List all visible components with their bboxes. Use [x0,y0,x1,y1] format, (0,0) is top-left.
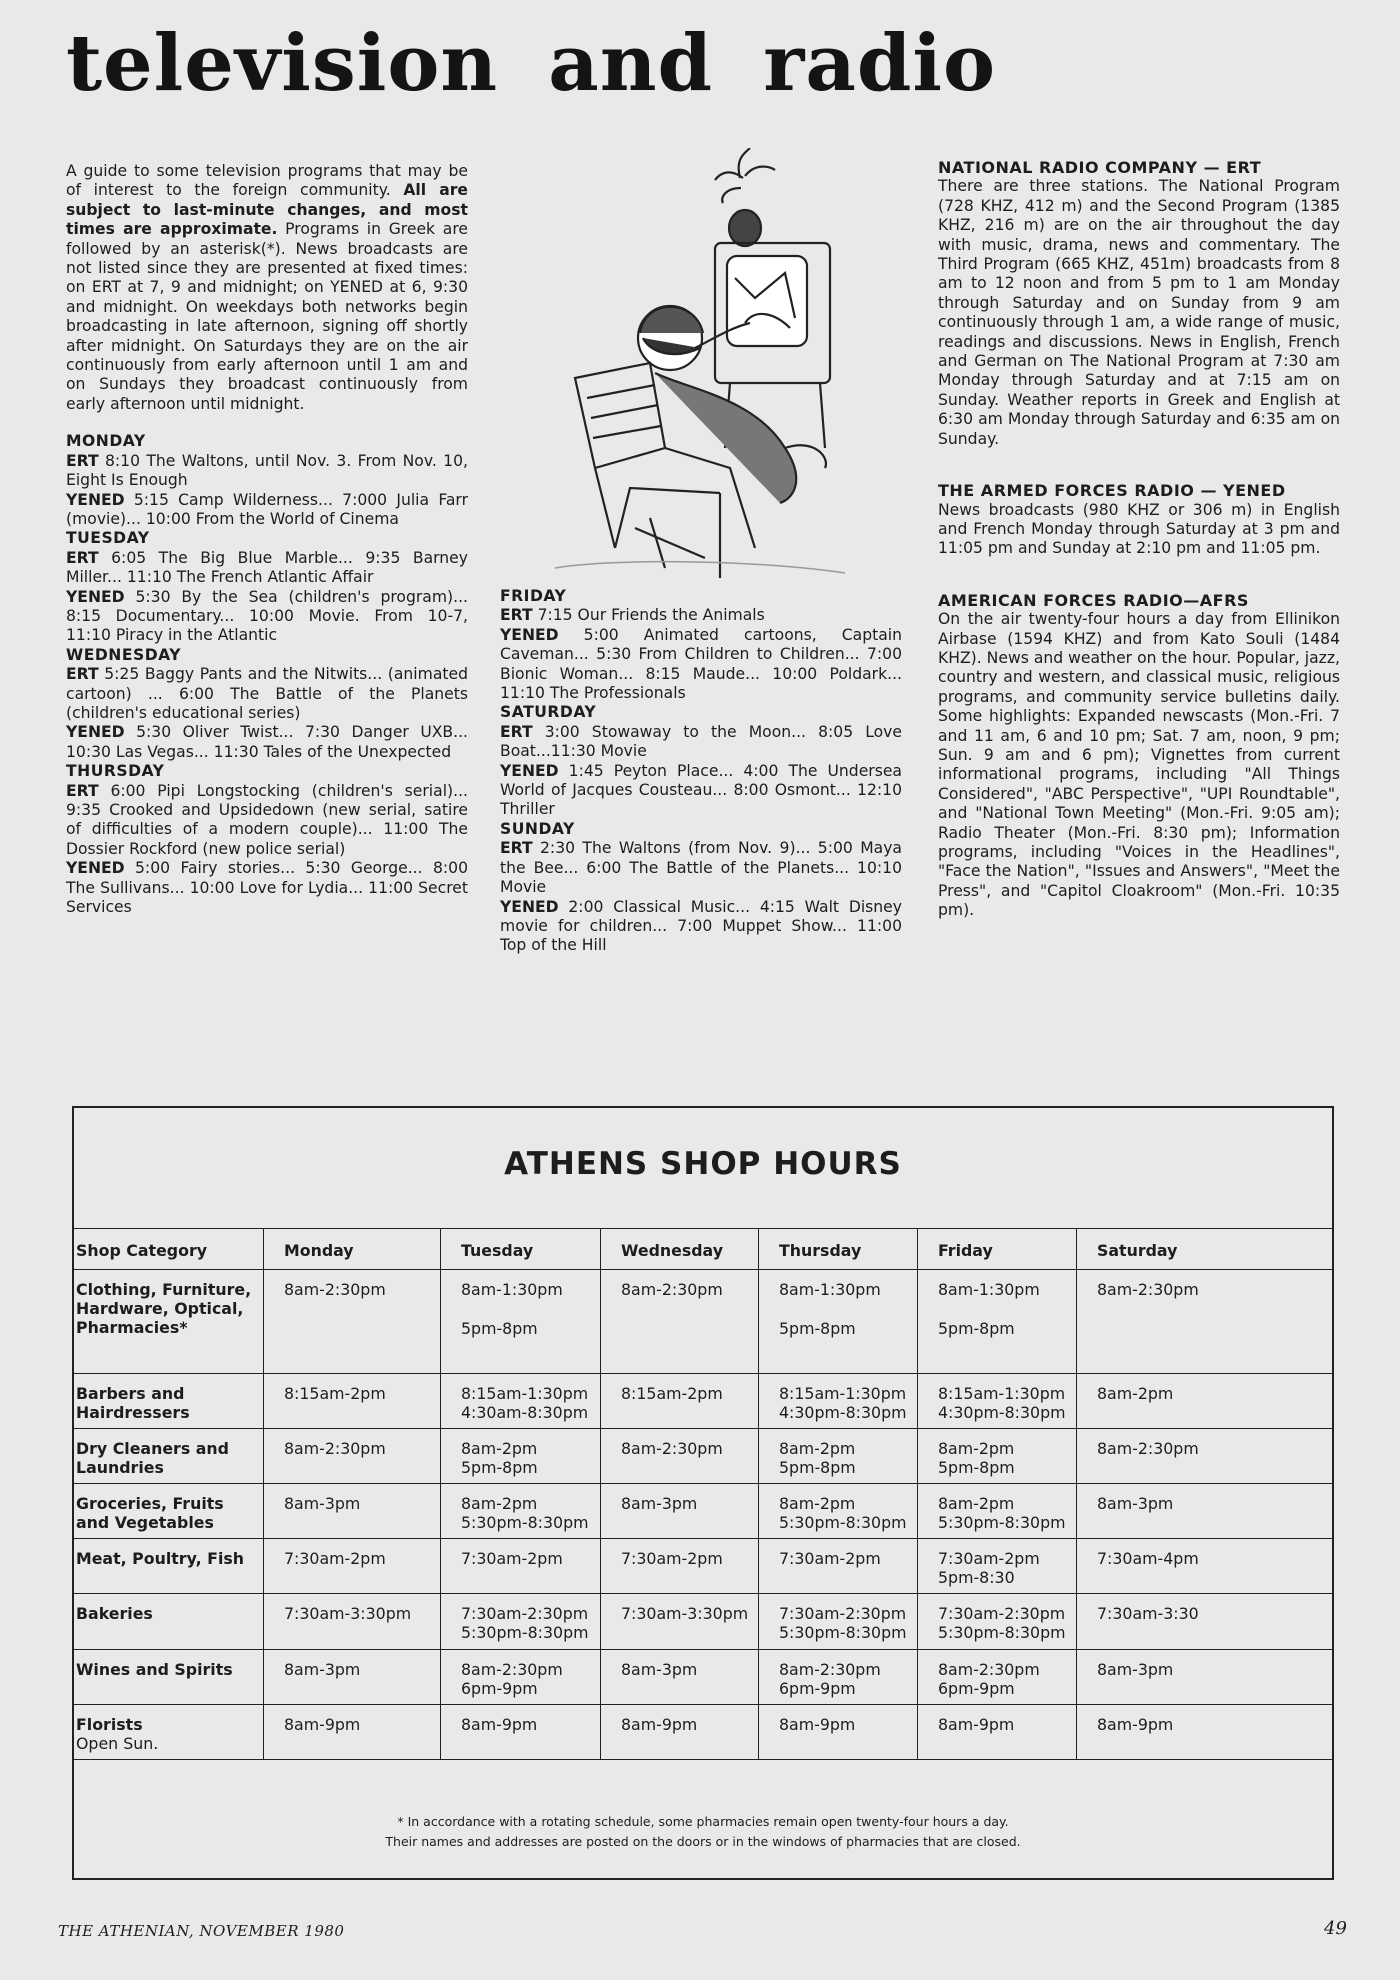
shop-category-note: Open Sun. [76,1734,159,1753]
radio-column [938,158,1340,953]
hours-value: 8am-3pm [621,1494,698,1513]
radio-ert-heading: NATIONAL RADIO COMPANY — ERT [938,158,1262,177]
network-label-yened: YENED [500,761,559,780]
hours-value: 8am-2pm [461,1439,538,1458]
intro-paragraph [66,162,468,414]
page-title: television and radio [66,18,997,109]
hours-cell [759,1484,918,1539]
hours-value: 7:30am-2:30pm [938,1604,1066,1623]
hours-cell [759,1374,918,1429]
ert-programs: 6:05 The Big Blue Marble... 9:35 Barney Miller... 11:10 The French Atlantic Affair [66,548,468,587]
network-label-yened: YENED [66,490,125,509]
ert-listing [66,452,468,491]
yened-programs: 5:30 By the Sea (children's program)... 8:15 Documentary... 10:00 Movie. From 10-7, 11:10 Piracy in the Atlantic [66,587,468,645]
network-label-yened: YENED [500,897,559,916]
yened-programs: 5:30 Oliver Twist... 7:30 Danger UXB... 10:30 Las Vegas... 11:30 Tales of the Unexpected [66,723,468,761]
column-header: Thursday [759,1229,918,1270]
hours-cell [1077,1374,1333,1429]
hours-cell [441,1429,601,1484]
yened-listing [66,723,468,762]
shop-category-label: Groceries, Fruits and Vegetables [76,1494,224,1532]
cell-spacer [461,1299,594,1319]
shop-category-cell [74,1429,264,1484]
yened-listing [66,491,468,530]
hours-cell [759,1705,918,1760]
hours-cell [601,1484,759,1539]
day-heading: SATURDAY [500,703,597,722]
shop-category-cell [74,1594,264,1650]
footnote-line-1: * In accordance with a rotating schedule, some pharmacies remain open twenty-four hours a day. [397,1814,1009,1829]
hours-value: 8am-2:30pm [938,1660,1040,1679]
hours-value: 8am-9pm [938,1715,1015,1734]
hours-value: 8am-2:30pm [779,1660,881,1679]
shop-category-label: Dry Cleaners and Laundries [76,1439,229,1477]
hours-cell [601,1594,759,1650]
yened-programs: 5:00 Animated cartoons, Captain Caveman... 5:30 From Children to Children... 7:00 Bionic Woman... 8:15 Maude... 10:00 Poldark... 11:10 The Professionals [500,625,902,703]
hours-value: 8am-9pm [621,1715,698,1734]
cell-spacer [938,1299,1070,1319]
yened-programs: 5:00 Fairy stories... 5:30 George... 8:00 The Sullivans... 10:00 Love for Lydia... 11:00 Secret Services [66,859,468,917]
day-heading: MONDAY [66,432,146,451]
hours-value: 8am-2pm [938,1439,1015,1458]
intro-text-b: Programs in Greek are followed by an asterisk(*). News broadcasts are not listed since they are presented at fixed times: on ERT at 7, 9 and midnight; on YENED at 6, 9:30 and midnight. On weekdays both networks begin broadcasting in late afternoon, signing off shortly after midnight. On Saturdays they are on the air continuously from early afternoon until 1 am and on Sundays they broadcast continuously from early afternoon until midnight. [66,220,468,413]
hours-cell [264,1429,441,1484]
shop-category-cell [74,1374,264,1429]
hours-cell [264,1705,441,1760]
hours-value: 4:30am-8:30pm [461,1403,589,1422]
day-heading: FRIDAY [500,587,567,605]
hours-value: 8am-2:30pm [284,1439,386,1458]
hours-cell [1077,1650,1333,1705]
hours-cell [759,1270,918,1374]
hours-value: 8am-2pm [461,1494,538,1513]
table-row [74,1374,1332,1429]
hours-cell [601,1650,759,1705]
network-label-yened: YENED [66,723,125,742]
hours-value: 7:30am-3:30pm [284,1604,412,1623]
hours-cell [441,1705,601,1760]
hours-cell [1077,1270,1333,1374]
shop-category-cell [74,1650,264,1705]
column-header: Saturday [1077,1229,1333,1270]
hours-value: 8:15am-2pm [621,1384,723,1403]
hours-cell [441,1484,601,1539]
network-label-yened: YENED [500,625,559,644]
column-header: Monday [264,1229,441,1270]
radio-yened-heading: THE ARMED FORCES RADIO — YENED [938,481,1286,501]
hours-value: 5pm-8pm [938,1458,1015,1477]
ert-listing [500,606,902,625]
table-body [74,1270,1332,1760]
hours-cell [1077,1594,1333,1650]
day-heading: THURSDAY [66,762,165,781]
hours-value: 8am-1:30pm [779,1280,881,1299]
hours-cell [759,1429,918,1484]
tv-left-column [66,162,468,917]
yened-listing [66,588,468,646]
hours-cell [918,1650,1077,1705]
hours-value: 8am-2pm [779,1494,856,1513]
hours-value: 8:15am-1:30pm [938,1384,1066,1403]
tv-middle-column [500,587,902,956]
hours-cell [441,1650,601,1705]
intro-text-bold: All are subject to last-minute changes, and most times are approximate. [66,181,469,239]
hours-value: 8am-2:30pm [1097,1439,1199,1458]
hours-value: 6pm-9pm [779,1679,856,1698]
hours-value: 5:30pm-8:30pm [938,1513,1066,1532]
table-row [74,1594,1332,1650]
network-label-ert: ERT [66,451,99,470]
shop-category-label: Florists [76,1715,143,1734]
shop-hours-footnote [74,1812,1332,1852]
network-label-ert: ERT [66,781,99,800]
hours-value: 5pm-8pm [461,1458,538,1477]
hours-value: 8am-3pm [621,1660,698,1679]
table-row [74,1539,1332,1594]
hours-value: 8am-9pm [1097,1715,1174,1734]
hours-value: 5:30pm-8:30pm [779,1513,907,1532]
yened-listing [500,762,902,820]
hours-value: 7:30am-4pm [1097,1549,1199,1568]
shop-category-label: Wines and Spirits [76,1660,233,1679]
hours-value: 6pm-9pm [461,1679,538,1698]
ert-listing [500,839,902,897]
hours-cell [601,1539,759,1594]
shop-category-label: Barbers and Hairdressers [76,1384,190,1422]
shop-category-cell [74,1270,264,1374]
hours-cell [1077,1705,1333,1760]
shop-category-cell [74,1484,264,1539]
hours-value: 5:30pm-8:30pm [461,1623,589,1642]
hours-cell [601,1374,759,1429]
ert-listing [66,549,468,588]
hours-value: 8:15am-1:30pm [779,1384,907,1403]
yened-listing [500,898,902,956]
hours-cell [759,1650,918,1705]
shop-hours-title: ATHENS SHOP HOURS [504,1146,902,1182]
ert-listing [66,782,468,860]
ert-listing [66,665,468,723]
yened-listing [66,859,468,917]
radio-ert-section [938,158,1340,449]
man-watching-tv-illustration [555,148,845,578]
hours-value: 8am-2pm [779,1439,856,1458]
ert-programs: 2:30 The Waltons (from Nov. 9)... 5:00 Maya the Bee... 6:00 The Battle of the Planets... 10:10 Movie [500,839,902,897]
hours-value: 5pm-8pm [461,1319,538,1338]
hours-value: 8am-3pm [284,1660,361,1679]
hours-value: 7:30am-2pm [621,1549,723,1568]
column-header: Wednesday [601,1229,759,1270]
hours-value: 7:30am-3:30 [1097,1604,1199,1623]
column-header: Friday [918,1229,1077,1270]
yened-programs: 5:15 Camp Wilderness... 7:000 Julia Farr (movie)... 10:00 From the World of Cinema [66,490,468,528]
hours-cell [264,1650,441,1705]
ert-programs: 3:00 Stowaway to the Moon... 8:05 Love Boat...11:30 Movie [500,722,902,761]
hours-cell [601,1705,759,1760]
hours-value: 5pm-8pm [779,1319,856,1338]
schedule-left [66,432,468,917]
hours-cell [918,1539,1077,1594]
hours-value: 4:30pm-8:30pm [938,1403,1066,1422]
hours-value: 8am-2:30pm [621,1280,723,1299]
network-label-ert: ERT [66,548,99,567]
shop-category-label: Bakeries [76,1604,153,1623]
radio-yened-text: News broadcasts (980 KHZ or 306 m) in English and French Monday through Saturday at 3 pm and 11:05 pm and Sunday at 2:10 pm and 11:05 pm. [938,500,1340,558]
ert-programs: 6:00 Pipi Longstocking (children's serial)... 9:35 Crooked and Upsidedown (new serial, satire of difficulties of a modern couple)... 11:00 The Dossier Rockford (new police serial) [66,781,468,858]
hours-value: 5pm-8:30 [938,1568,1015,1587]
hours-value: 5:30pm-8:30pm [938,1623,1066,1642]
hours-value: 8am-9pm [284,1715,361,1734]
hours-cell [1077,1539,1333,1594]
table-row [74,1484,1332,1539]
hours-value: 4:30pm-8:30pm [779,1403,907,1422]
hours-value: 8:15am-2pm [284,1384,386,1403]
ert-programs: 5:25 Baggy Pants and the Nitwits... (animated cartoon) ... 6:00 The Battle of the Planets (children's educational series) [66,665,468,722]
network-label-yened: YENED [66,587,125,606]
hours-cell [441,1594,601,1650]
radio-ert-text: There are three stations. The National Program (728 KHZ, 412 m) and the Second Program (1385 KHZ, 216 m) are on the air throughout the day with music, drama, news and commentary. The Third Program (665 KHZ, 451m) broadcasts from 8 am to 12 noon and from 5 pm to 1 am Monday through Saturday and on Sunday from 9 am continuously through 1 am, a wide range of music, readings and discussions. News in English, French and German on The National Program at 7:30 am Monday through Saturday and at 7:15 am on Sunday. Weather reports in Greek and English at 6:30 am Monday through Saturday and 6:35 am on Sunday. [938,177,1340,448]
table-row [74,1270,1332,1374]
hours-value: 7:30am-2:30pm [779,1604,907,1623]
table-header-row [74,1229,1332,1270]
table-row [74,1429,1332,1484]
yened-programs: 2:00 Classical Music... 4:15 Walt Disney movie for children... 7:00 Muppet Show... 11:00 Top of the Hill [500,897,902,955]
shop-category-cell [74,1539,264,1594]
shop-category-label: Meat, Poultry, Fish [76,1549,245,1568]
hours-cell [441,1539,601,1594]
hours-value: 8am-2:30pm [284,1280,386,1299]
day-heading: WEDNESDAY [66,645,182,664]
hours-value: 8am-2:30pm [461,1660,563,1679]
hours-value: 8am-2:30pm [1097,1280,1199,1299]
hours-cell [918,1705,1077,1760]
hours-cell [441,1374,601,1429]
column-header: Shop Category [74,1229,264,1270]
schedule-middle [500,587,902,956]
radio-afrs-text: On the air twenty-four hours a day from Ellinikon Airbase (1594 KHZ) and from Kato Souli (1484 KHZ). News and weather on the hour. Popular, jazz, country and western, and classical music, religious programs, and community service bulletins daily. Some highlights: Expanded newscasts (Mon.-Fri. 7 and 11 am, 6 and 10 pm; Sat. 7 am, noon, 9 pm; Sun. 9 am and 6 pm); Vignettes from current informational programs, including "All Things Considered", "ABC Perspective", "UPI Roundtable", and "National Town Meeting" (Mon.-Fri. 9:05 am); Radio Theater (Mon.-Fri. 8:30 pm); Information programs, including "Voices in the Headlines", "Face the Nation", "Issues and Answers", "Meet the Press", and "Capitol Cloakroom" (Mon.-Fri. 10:35 pm). [938,610,1340,920]
hours-cell [264,1484,441,1539]
hours-cell [759,1539,918,1594]
hours-cell [918,1270,1077,1374]
hours-cell [1077,1484,1333,1539]
column-header: Tuesday [441,1229,601,1270]
hours-value: 8am-3pm [284,1494,361,1513]
hours-value: 8:15am-1:30pm [461,1384,589,1403]
shop-hours-box [72,1106,1334,1880]
hours-value: 8am-2:30pm [621,1439,723,1458]
hours-value: 8am-1:30pm [461,1280,563,1299]
hours-cell [759,1594,918,1650]
hours-cell [918,1594,1077,1650]
hours-value: 5pm-8pm [779,1458,856,1477]
yened-listing [500,626,902,704]
footnote-line-2: Their names and addresses are posted on the doors or in the windows of pharmacies that are closed. [385,1834,1021,1849]
ert-programs: 8:10 The Waltons, until Nov. 3. From Nov. 10, Eight Is Enough [66,451,468,490]
hours-value: 7:30am-2:30pm [461,1604,589,1623]
hours-value: 7:30am-2pm [779,1549,881,1568]
shop-hours-table [74,1228,1332,1760]
yened-programs: 1:45 Peyton Place... 4:00 The Undersea World of Jacques Cousteau... 8:00 Osmont... 12:10 Thriller [500,761,902,819]
radio-afrs-section [938,591,1340,921]
ert-listing [500,723,902,762]
hours-cell [264,1594,441,1650]
hours-value: 8am-9pm [779,1715,856,1734]
hours-cell [264,1270,441,1374]
hours-cell [264,1374,441,1429]
hours-cell [918,1374,1077,1429]
network-label-ert: ERT [500,722,533,741]
hours-value: 6pm-9pm [938,1679,1015,1698]
network-label-ert: ERT [66,665,99,684]
ert-programs: 7:15 Our Friends the Animals [537,606,765,625]
hours-cell [441,1270,601,1374]
hours-value: 8am-1:30pm [938,1280,1040,1299]
shop-category-cell [74,1705,264,1760]
hours-value: 7:30am-2pm [938,1549,1040,1568]
network-label-yened: YENED [66,859,125,878]
hours-cell [918,1429,1077,1484]
intro-text-a: A guide to some television programs that may be of interest to the foreign community. [66,162,468,200]
hours-cell [1077,1429,1333,1484]
day-heading: TUESDAY [66,529,150,548]
table-row [74,1650,1332,1705]
hours-value: 5:30pm-8:30pm [779,1623,907,1642]
radio-afrs-heading: AMERICAN FORCES RADIO—AFRS [938,590,1249,610]
hours-value: 8am-2pm [938,1494,1015,1513]
hours-cell [601,1270,759,1374]
hours-cell [601,1429,759,1484]
hours-value: 8am-2pm [1097,1384,1174,1403]
page-number: 49 [1324,1918,1347,1939]
shop-category-label: Clothing, Furniture, Hardware, Optical, Pharmacies* [76,1280,252,1337]
hours-value: 8am-3pm [1097,1494,1174,1513]
hours-value: 5pm-8pm [938,1319,1015,1338]
publication-footer: THE ATHENIAN, NOVEMBER 1980 [58,1922,345,1940]
hours-value: 7:30am-2pm [461,1549,563,1568]
network-label-ert: ERT [500,839,533,858]
hours-value: 5:30pm-8:30pm [461,1513,589,1532]
hours-value: 8am-3pm [1097,1660,1174,1679]
cell-spacer [779,1299,911,1319]
table-row [74,1705,1332,1760]
radio-yened-section [938,481,1340,559]
day-heading: SUNDAY [500,819,575,838]
hours-cell [264,1539,441,1594]
hours-value: 7:30am-2pm [284,1549,386,1568]
hours-value: 7:30am-3:30pm [621,1604,749,1623]
hours-cell [918,1484,1077,1539]
network-label-ert: ERT [500,606,533,625]
hours-value: 8am-9pm [461,1715,538,1734]
